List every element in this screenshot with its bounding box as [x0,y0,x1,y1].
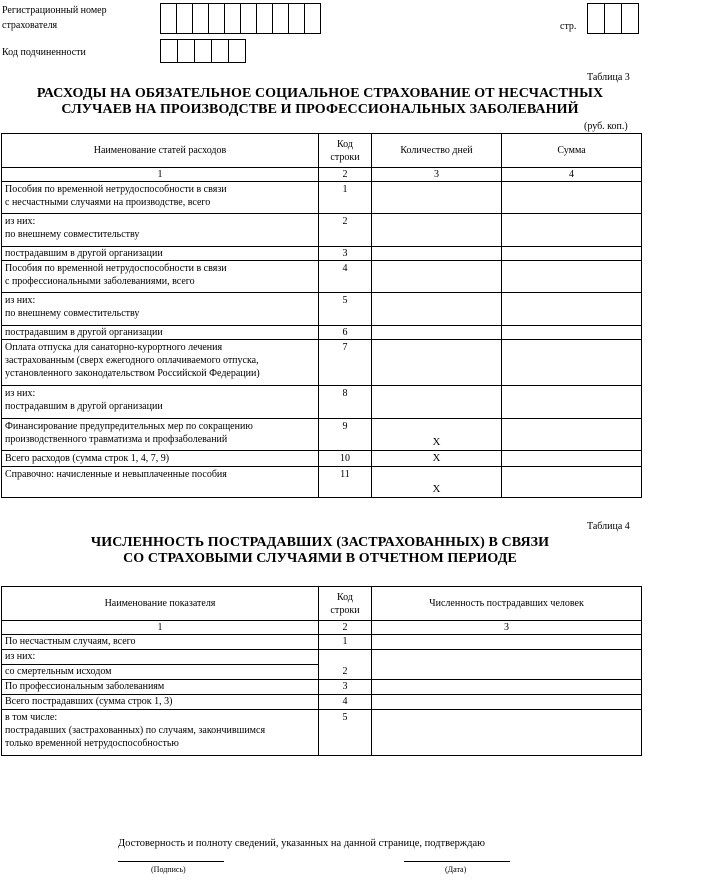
row-label-line: пострадавшим в другой организации [5,401,163,412]
table4-col-name: Наименование показателя [2,587,319,621]
row-label-line: Оплата отпуска для санаторно-курортного лечения [5,342,223,353]
table3-col-days: Количество дней [372,134,502,168]
page-box[interactable] [621,3,639,34]
sum-cell[interactable] [502,214,642,247]
table4-number-row [2,621,642,635]
sum-cell[interactable] [502,182,642,214]
x-mark: X [432,436,441,448]
table-row [2,467,642,498]
table-row [2,710,642,756]
table3-title-line2: СЛУЧАЕВ НА ПРОИЗВОДСТВЕ И ПРОФЕССИОНАЛЬНЫХ ЗАБОЛЕВАНИЙ [61,102,579,117]
sub-code-boxes[interactable] [160,39,246,63]
row-label [2,386,319,419]
table4-colnum: 1 [2,621,319,635]
row-code: 4 [319,261,372,293]
row-code: 9 [319,419,372,451]
table4-colnum: 2 [319,621,372,635]
table4-header-row [2,587,642,621]
row-label [2,665,319,680]
reg-number-label-line1: Регистрационный номер [2,5,107,16]
days-cell[interactable] [372,326,502,340]
days-cell [372,451,502,467]
sum-cell[interactable] [502,386,642,419]
row-code: 4 [319,695,372,710]
table3-number-row [2,168,642,182]
days-cell[interactable] [372,247,502,261]
count-cell[interactable] [372,665,642,680]
x-mark: X [432,452,441,464]
row-label-line: Справочно: начисленные и невыплаченные пособия [5,469,227,480]
table-row [2,247,642,261]
table3-colnum: 2 [319,168,372,182]
table3-col-name: Наименование статей расходов [2,134,319,168]
sum-cell[interactable] [502,261,642,293]
table3-title [0,86,640,118]
row-label [2,451,319,467]
row-label [2,680,319,695]
reg-number-label [2,3,107,33]
row-label-line: из них: [5,295,36,306]
row-label [2,710,319,756]
sum-cell[interactable] [502,451,642,467]
row-label [2,247,319,261]
row-code: 8 [319,386,372,419]
row-label [2,261,319,293]
table4-number: Таблица 4 [587,521,630,532]
date-label: (Дата) [445,865,467,874]
count-cell[interactable] [372,710,642,756]
reg-box[interactable] [160,3,176,34]
days-cell [372,467,502,498]
days-cell[interactable] [372,340,502,386]
row-label [2,419,319,451]
row-label [2,695,319,710]
row-code: 5 [319,293,372,326]
reg-number-label-line2: страхователя [2,20,58,31]
reg-box[interactable] [192,3,208,34]
row-label-line: по внешнему совместительству [5,308,140,319]
table3-number: Таблица 3 [587,72,630,83]
sum-cell[interactable] [502,467,642,498]
reg-box[interactable] [176,3,192,34]
row-label [2,182,319,214]
table-row [2,695,642,710]
signature-line[interactable] [118,861,224,862]
days-cell[interactable] [372,182,502,214]
table-row [2,214,642,247]
row-label-line: с несчастными случаями на производстве, всего [5,197,211,208]
reg-box[interactable] [288,3,304,34]
row-code: 7 [319,340,372,386]
row-code: 3 [319,680,372,695]
sub-code-box[interactable] [211,39,228,63]
table4-col-count: Численность пострадавших человек [372,587,642,621]
row-label-line: По профессиональным заболеваниям [5,681,165,692]
reg-box[interactable] [304,3,321,34]
reg-box[interactable] [272,3,288,34]
table3-title-line1: РАСХОДЫ НА ОБЯЗАТЕЛЬНОЕ СОЦИАЛЬНОЕ СТРАХОВАНИЕ ОТ НЕСЧАСТНЫХ [36,86,604,101]
row-label-line: пострадавших (застрахованных) по случаям, закончившимся [5,725,266,736]
table-row [2,419,642,451]
reg-box[interactable] [224,3,240,34]
row-code: 6 [319,326,372,340]
row-label-line: застрахованным (сверх ежегодного оплачиваемого отпуска, [5,355,259,366]
row-code: 10 [319,451,372,467]
table3 [1,133,642,498]
row-label-line: пострадавшим в другой организации [5,327,163,338]
row-code: 1 [319,182,372,214]
row-label-line: Финансирование предупредительных мер по сокращению [5,421,253,432]
page-box[interactable] [587,3,604,34]
sub-code-label: Код подчиненности [2,47,86,58]
row-label [2,214,319,247]
table3-colnum: 4 [502,168,642,182]
sum-cell[interactable] [502,247,642,261]
date-line[interactable] [404,861,510,862]
row-label-line: со смертельным исходом [5,666,112,677]
days-cell[interactable] [372,261,502,293]
row-code: 2 [319,214,372,247]
row-label-line: производственного травматизма и профзаболеваний [5,434,228,445]
row-label-line: из них: [5,388,36,399]
table4 [1,586,642,756]
table-row [2,386,642,419]
count-cell[interactable] [372,650,642,665]
row-code: 2 [319,665,372,680]
row-label-line: из них: [5,216,36,227]
sum-cell[interactable] [502,340,642,386]
table-row [2,293,642,326]
table3-colnum: 1 [2,168,319,182]
table-row [2,635,642,650]
row-label-line: с профессиональными заболеваниями, всего [5,276,195,287]
row-label-line: Всего расходов (сумма строк 1, 4, 7, 9) [5,453,170,464]
table-row [2,665,642,680]
table4-title [0,535,640,567]
row-label [2,340,319,386]
page-box[interactable] [604,3,621,34]
table-row [2,182,642,214]
sum-cell[interactable] [502,419,642,451]
table3-col-code: Код строки [319,134,372,168]
days-cell [372,419,502,451]
row-code: 5 [319,710,372,756]
row-label-line: только временной нетрудоспособностью [5,738,179,749]
days-cell[interactable] [372,293,502,326]
row-label-line: пострадавшим в другой организации [5,248,163,259]
row-code: 1 [319,635,372,650]
confirm-text: Достоверность и полноту сведений, указанных на данной странице, подтверждаю [118,838,486,849]
row-label [2,326,319,340]
page-label: стр. [560,21,577,32]
table-row [2,680,642,695]
days-cell[interactable] [372,386,502,419]
count-cell[interactable] [372,695,642,710]
row-label-line: из них: [5,651,36,662]
row-label [2,635,319,650]
reg-box[interactable] [256,3,272,34]
row-label [2,467,319,498]
sub-code-box[interactable] [228,39,246,63]
row-label-line: Пособия по временной нетрудоспособности в связи [5,184,227,195]
table-row [2,261,642,293]
row-code: 3 [319,247,372,261]
table3-header-row [2,134,642,168]
count-cell[interactable] [372,680,642,695]
reg-box[interactable] [240,3,256,34]
sum-cell[interactable] [502,326,642,340]
signature-label: (Подпись) [151,865,186,874]
table-row [2,451,642,467]
row-label [2,650,319,665]
table-row [2,650,642,665]
row-code: 11 [319,467,372,498]
table4-colnum: 3 [372,621,642,635]
x-mark: X [432,483,441,495]
reg-box[interactable] [208,3,224,34]
row-label-line: Всего пострадавших (сумма строк 1, 3) [5,696,173,707]
sub-code-box[interactable] [194,39,211,63]
table4-title-line2: СО СТРАХОВЫМИ СЛУЧАЯМИ В ОТЧЕТНОМ ПЕРИОДЕ [123,551,517,566]
table3-col-sum: Сумма [502,134,642,168]
table-row [2,340,642,386]
row-label-line: установленного законодательством Российской Федерации) [5,368,260,379]
table3-colnum: 3 [372,168,502,182]
count-cell[interactable] [372,635,642,650]
reg-number-boxes[interactable] [160,3,321,34]
row-code [319,650,372,665]
row-label-line: Пособия по временной нетрудоспособности в связи [5,263,227,274]
row-label-line: По несчастным случаям, всего [5,636,136,647]
sub-code-box[interactable] [160,39,177,63]
days-cell[interactable] [372,214,502,247]
page-number-boxes[interactable] [587,3,639,34]
row-label-line: по внешнему совместительству [5,229,140,240]
sub-code-box[interactable] [177,39,194,63]
row-label [2,293,319,326]
table4-title-line1: ЧИСЛЕННОСТЬ ПОСТРАДАВШИХ (ЗАСТРАХОВАННЫХ) В СВЯЗИ [90,535,550,550]
table4-col-code: Код строки [319,587,372,621]
table3-units: (руб. коп.) [584,121,628,132]
sum-cell[interactable] [502,293,642,326]
row-label-line: в том числе: [5,712,58,723]
table-row [2,326,642,340]
